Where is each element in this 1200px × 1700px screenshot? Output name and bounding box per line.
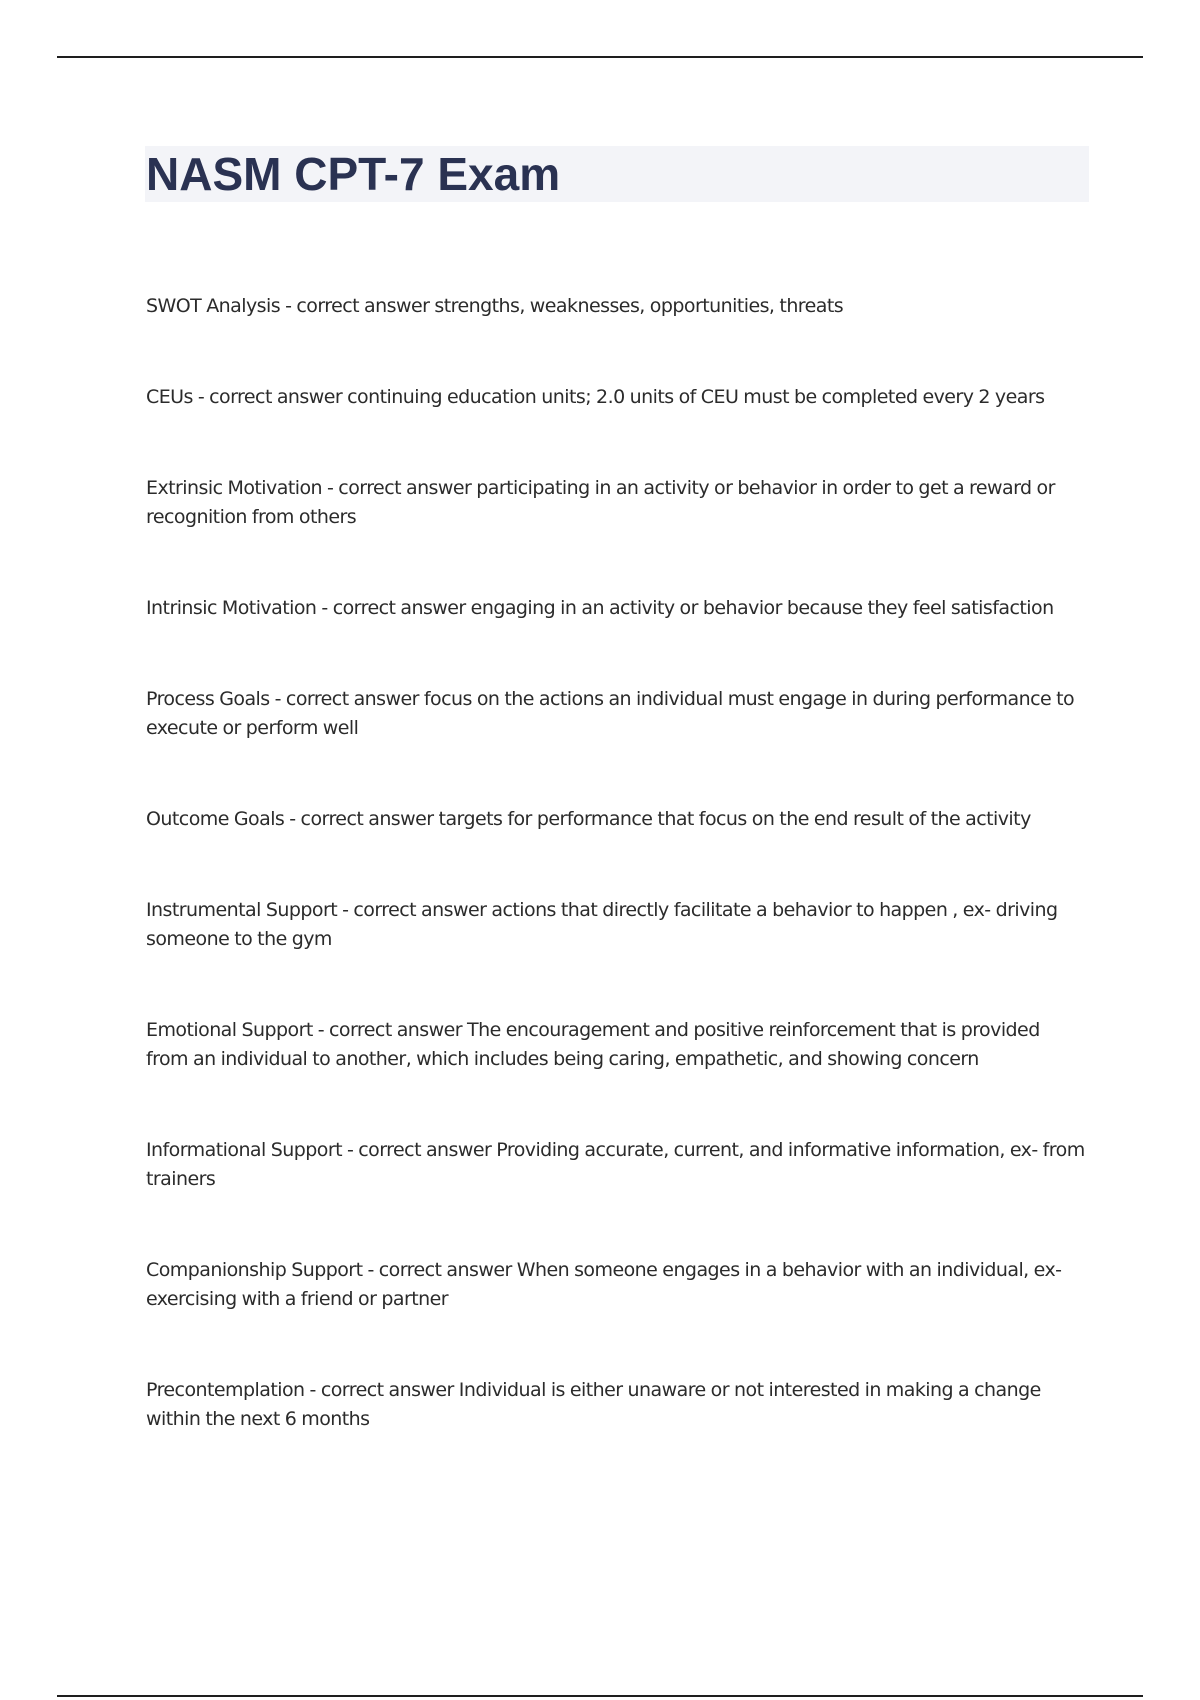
flashcard-entry: Informational Support - correct answer Providing accurate, current, and informative information, ex- from trainers — [146, 1139, 1085, 1190]
flashcard-entry: Extrinsic Motivation - correct answer participating in an activity or behavior in order to get a reward or recognition from others — [146, 477, 1055, 528]
bottom-rule — [57, 1695, 1143, 1697]
flashcard-entry: Intrinsic Motivation - correct answer engaging in an activity or behavior because they feel satisfaction — [146, 597, 1054, 619]
flashcard-entry: CEUs - correct answer continuing education units; 2.0 units of CEU must be completed every 2 years — [146, 386, 1045, 408]
flashcard-entry: Instrumental Support - correct answer actions that directly facilitate a behavior to happen , ex- driving someone to the gym — [146, 899, 1058, 950]
flashcard-entry: Emotional Support - correct answer The encouragement and positive reinforcement that is provided from an individual to another, which includes being caring, empathetic, and showing concern — [146, 1019, 1040, 1070]
flashcard-entry: Companionship Support - correct answer When someone engages in a behavior with an individual, ex- exercising with a friend or partner — [146, 1259, 1062, 1310]
top-rule — [57, 56, 1143, 58]
flashcard-entry: Precontemplation - correct answer Individual is either unaware or not interested in making a change within the next 6 months — [146, 1379, 1041, 1430]
flashcard-entry: Outcome Goals - correct answer targets for performance that focus on the end result of the activity — [146, 808, 1031, 830]
document-title: NASM CPT-7 Exam — [146, 148, 561, 200]
flashcard-list — [146, 292, 1086, 1496]
flashcard-entry: SWOT Analysis - correct answer strengths, weaknesses, opportunities, threats — [146, 295, 844, 317]
flashcard-entry: Process Goals - correct answer focus on the actions an individual must engage in during performance to execute or perform well — [146, 688, 1075, 739]
